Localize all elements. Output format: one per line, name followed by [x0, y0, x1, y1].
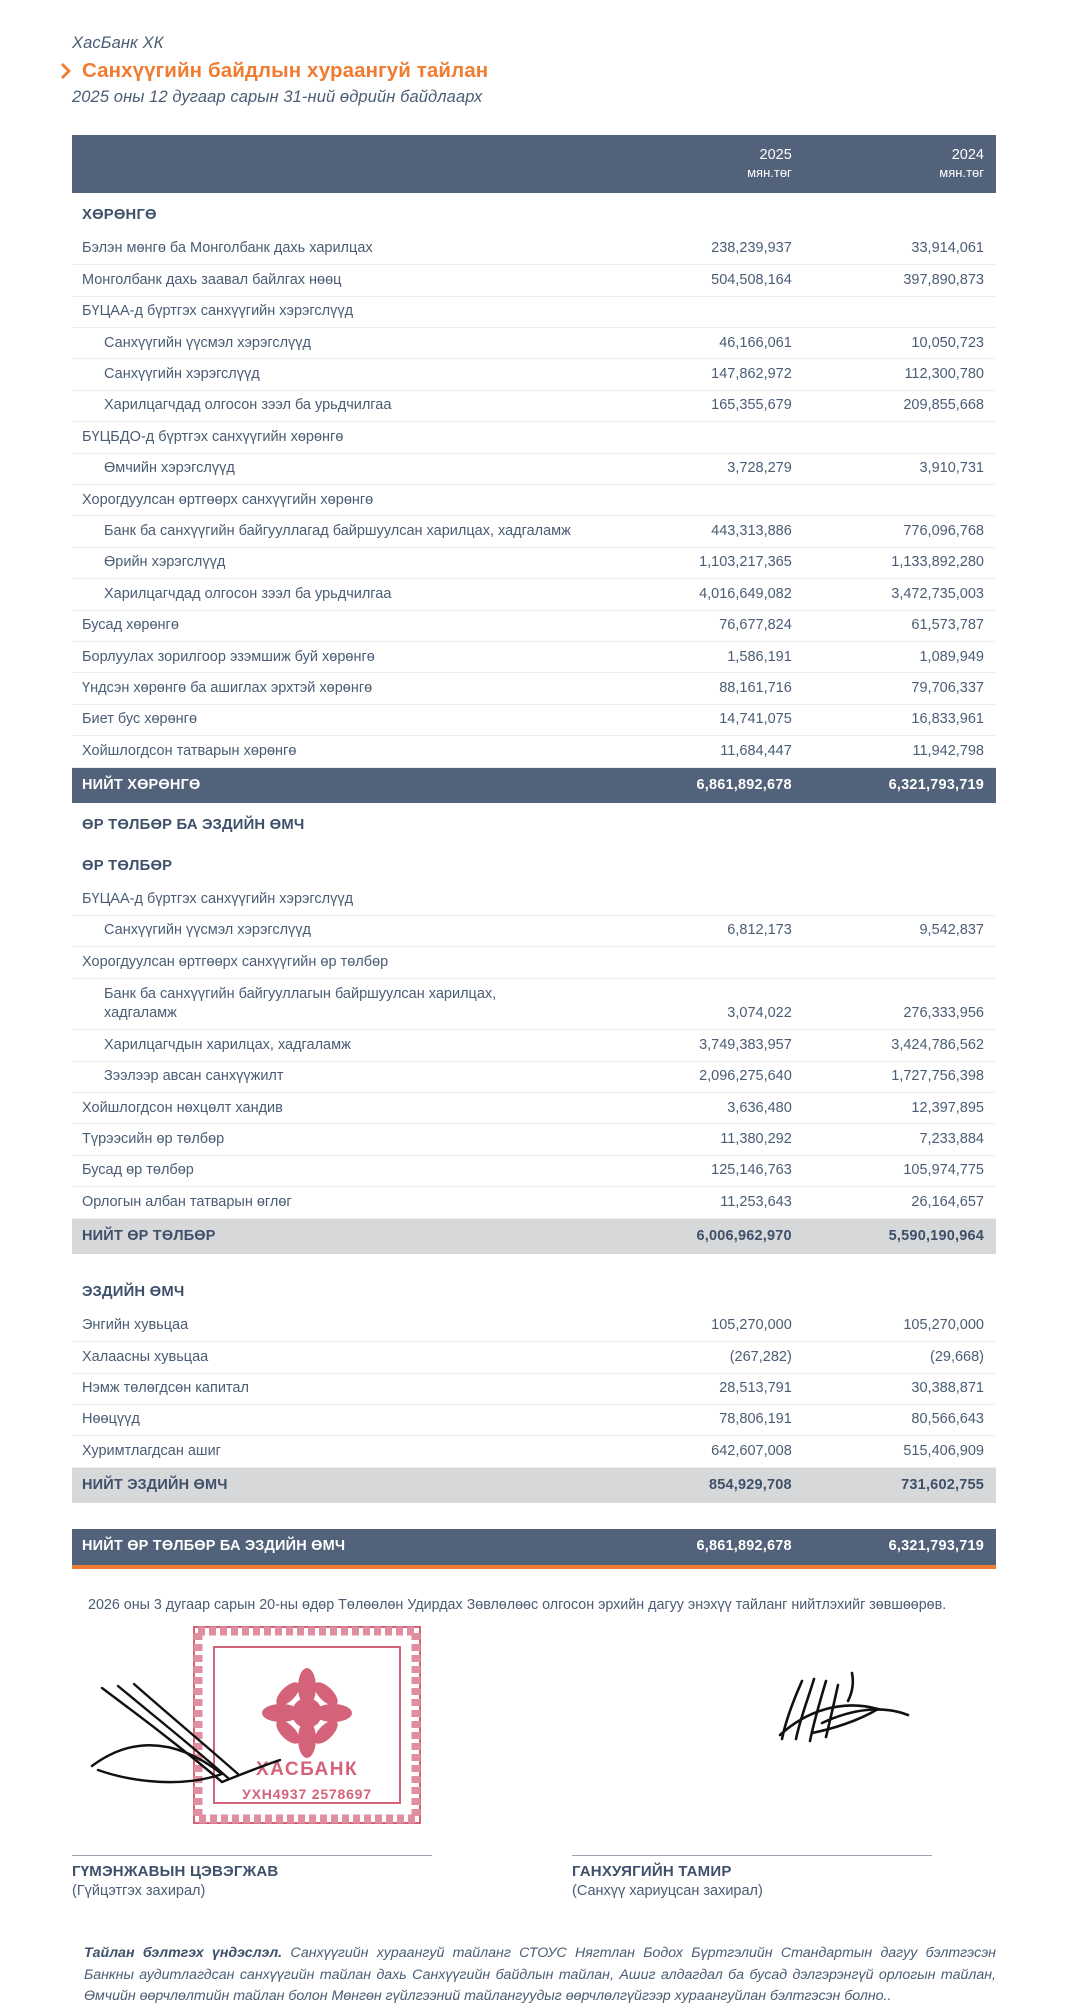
table-body — [72, 193, 996, 1564]
section-header-row — [72, 193, 996, 234]
signature-rule — [572, 1855, 932, 1856]
value-2025: 78,806,191 — [612, 1404, 804, 1435]
row-label: Үндсэн хөрөнгө ба ашиглах эрхтэй хөрөнгө — [72, 673, 612, 704]
value-2025: 76,677,824 — [612, 610, 804, 641]
value-2025: 11,253,643 — [612, 1187, 804, 1218]
page-title: Санхүүгийн байдлын хураангуй тайлан — [82, 59, 489, 82]
column-header-year-2024 — [804, 135, 996, 193]
basis-body: Санхүүгийн хураангуй тайланг СТОУС Нягтлан Бодох Бүртгэлийн Стандартын дагуу бэлтгэсэн Банкны аудитлагдсан санхүүгийн тайлан дахь Санхүүгийн байдлын тайлан, Ашиг алдагдал ба бусад дэлгэрэнгүй орлогын тайлан, Өмчийн өөрчлөлтийн тайлан болон Мөнгөн гүйлгээний тайлангуудыг өөрчлөлгүйгээр хураангуйлан бэлтгэсэн болно.. — [84, 1945, 996, 2004]
row-label: Банк ба санхүүгийн байгууллагад байршуулсан харилцах, хадгаламж — [72, 516, 612, 547]
row-label: Санхүүгийн үүсмэл хэрэгслүүд — [72, 915, 612, 946]
row-label: БҮЦАА-д бүртгэх санхүүгийн хэрэгслүүд — [72, 296, 612, 327]
value-2024: 1,727,756,398 — [804, 1061, 996, 1092]
row-label: БҮЦАА-д бүртгэх санхүүгийн хэрэгслүүд — [72, 884, 612, 915]
value-2025: 125,146,763 — [612, 1155, 804, 1186]
value-2025: 165,355,679 — [612, 390, 804, 421]
value-2024 — [804, 193, 996, 234]
value-2024: 515,406,909 — [804, 1436, 996, 1467]
value-2024 — [804, 803, 996, 844]
row-label: Зээлээр авсан санхүүжилт — [72, 1061, 612, 1092]
value-2024: 30,388,871 — [804, 1373, 996, 1404]
authorization-note: 2026 оны 3 дугаар сарын 20-ны өдөр Төлөөлөн Удирдах Зөвлөлөөс олгосон эрхийн дагуу энэхүү тайланг нийтлэхийг зөвшөөрөв. — [88, 1596, 947, 1613]
row-label: Харилцагчдын харилцах, хадгаламж — [72, 1030, 612, 1061]
table-row-indented — [72, 1061, 996, 1092]
row-label: НИЙТ ХӨРӨНГӨ — [72, 767, 612, 803]
spacer-cell — [72, 1503, 996, 1529]
row-label-line2: хадгаламж — [104, 1004, 177, 1021]
total-row — [72, 1529, 996, 1564]
table-row — [72, 736, 996, 767]
row-label: Хорогдуулсан өртгөөрх санхүүгийн хөрөнгө — [72, 485, 612, 516]
year-2025-unit: мян.төг — [747, 164, 792, 180]
value-2025 — [612, 803, 804, 844]
row-label: Харилцагчдад олгосон зээл ба урьдчилгаа — [72, 579, 612, 610]
value-2025: 3,074,022 — [612, 978, 804, 1030]
row-label: ХӨРӨНГӨ — [82, 207, 157, 224]
table-row-indented — [72, 547, 996, 578]
row-label — [72, 978, 612, 1030]
signatory-role: (Санхүү хариуцсан захирал) — [572, 1883, 763, 1900]
table-header-row — [72, 135, 996, 193]
table-head — [72, 135, 996, 193]
value-2024 — [804, 884, 996, 915]
year-2024-unit: мян.төг — [939, 164, 984, 180]
row-label: Халаасны хувьцаа — [72, 1342, 612, 1373]
value-2025: 6,006,962,970 — [612, 1218, 804, 1254]
table-row — [72, 265, 996, 296]
value-2025: 11,684,447 — [612, 736, 804, 767]
value-2025 — [612, 485, 804, 516]
value-2025: 28,513,791 — [612, 1373, 804, 1404]
value-2025 — [612, 947, 804, 978]
value-2025 — [612, 422, 804, 453]
value-2024: 3,472,735,003 — [804, 579, 996, 610]
signature-rule — [72, 1855, 432, 1856]
table-row — [72, 1404, 996, 1435]
value-2024: 776,096,768 — [804, 516, 996, 547]
value-2025 — [612, 844, 804, 885]
total-row — [72, 1218, 996, 1254]
value-2024: 1,089,949 — [804, 642, 996, 673]
total-row — [72, 767, 996, 803]
value-2025: 238,239,937 — [612, 234, 804, 265]
table-row — [72, 234, 996, 265]
value-2025: 854,929,708 — [612, 1467, 804, 1503]
table-row-indented — [72, 915, 996, 946]
table-row-indented — [72, 978, 996, 1030]
row-label: Монголбанк дахь заавал байлгах нөөц — [72, 265, 612, 296]
company-name: ХасБанк ХК — [72, 34, 164, 52]
value-2025: 3,728,279 — [612, 453, 804, 484]
value-2024: 6,321,793,719 — [804, 767, 996, 803]
section-header-row — [72, 803, 996, 844]
row-label: Хуримтлагдсан ашиг — [72, 1436, 612, 1467]
table-row — [72, 1373, 996, 1404]
table-row — [72, 642, 996, 673]
value-2024 — [804, 947, 996, 978]
value-2025: 1,586,191 — [612, 642, 804, 673]
value-2024: 3,424,786,562 — [804, 1030, 996, 1061]
row-label-line1: Банк ба санхүүгийн байгууллагын байршуулсан харилцах, — [104, 986, 497, 1003]
value-2025: 2,096,275,640 — [612, 1061, 804, 1092]
value-2025: 504,508,164 — [612, 265, 804, 296]
value-2024 — [804, 1270, 996, 1311]
row-label: Өрийн хэрэгслүүд — [72, 547, 612, 578]
page-subtitle: 2025 оны 12 дугаар сарын 31-ний өдрийн байдлаарх — [72, 88, 483, 106]
value-2025 — [612, 1270, 804, 1311]
value-2024: 1,133,892,280 — [804, 547, 996, 578]
stamp-brand: ХАСБАНК — [255, 1759, 359, 1781]
grand-total-underline — [72, 1565, 996, 1569]
value-2025: 105,270,000 — [612, 1311, 804, 1342]
value-2024: 16,833,961 — [804, 704, 996, 735]
value-2025: (267,282) — [612, 1342, 804, 1373]
value-2024: 112,300,780 — [804, 359, 996, 390]
value-2024: 33,914,061 — [804, 234, 996, 265]
value-2024: 26,164,657 — [804, 1187, 996, 1218]
stamp-registry: УХН4937 2578697 — [242, 1786, 372, 1803]
value-2024: 80,566,643 — [804, 1404, 996, 1435]
table-row-indented — [72, 359, 996, 390]
value-2024: (29,668) — [804, 1342, 996, 1373]
table-row — [72, 1436, 996, 1467]
row-label: Нөөцүүд — [72, 1404, 612, 1435]
value-2025 — [612, 884, 804, 915]
signatory-role: (Гүйцэтгэх захирал) — [72, 1883, 206, 1900]
value-2024 — [804, 422, 996, 453]
value-2024: 10,050,723 — [804, 328, 996, 359]
value-2025: 4,016,649,082 — [612, 579, 804, 610]
signatory-name: ГАНХУЯГИЙН ТАМИР — [572, 1863, 732, 1881]
value-2024: 12,397,895 — [804, 1093, 996, 1124]
table-spacer-row — [72, 1254, 996, 1270]
row-label: Бусад хөрөнгө — [72, 610, 612, 641]
signature-area — [72, 1615, 996, 1855]
table-row-indented — [72, 1030, 996, 1061]
row-label: Өмчийн хэрэгслүүд — [72, 453, 612, 484]
value-2024 — [804, 296, 996, 327]
financial-table-wrap — [72, 135, 996, 1565]
value-2025: 3,636,480 — [612, 1093, 804, 1124]
value-2024: 209,855,668 — [804, 390, 996, 421]
value-2025 — [612, 193, 804, 234]
row-label: Санхүүгийн хэрэгслүүд — [72, 359, 612, 390]
row-label: Биет бус хөрөнгө — [72, 704, 612, 735]
row-label: Бусад өр төлбөр — [72, 1155, 612, 1186]
value-2025: 147,862,972 — [612, 359, 804, 390]
table-row-indented — [72, 516, 996, 547]
signature-block-cfo — [572, 1855, 932, 1899]
signature-ink-left — [72, 1670, 422, 1803]
financial-position-table — [72, 135, 996, 1565]
signature-lines — [72, 1855, 996, 1899]
basis-heading: Тайлан бэлтгэх үндэслэл. — [84, 1945, 283, 1962]
value-2024: 61,573,787 — [804, 610, 996, 641]
value-2024: 105,270,000 — [804, 1311, 996, 1342]
value-2025: 11,380,292 — [612, 1124, 804, 1155]
group-row — [72, 947, 996, 978]
value-2025: 642,607,008 — [612, 1436, 804, 1467]
row-label: НИЙТ ЭЗДИЙН ӨМЧ — [72, 1467, 612, 1503]
table-row-indented — [72, 390, 996, 421]
value-2024: 5,590,190,964 — [804, 1218, 996, 1254]
value-2024: 9,542,837 — [804, 915, 996, 946]
value-2025: 46,166,061 — [612, 328, 804, 359]
group-row — [72, 296, 996, 327]
value-2025: 14,741,075 — [612, 704, 804, 735]
signature-block-ceo — [72, 1855, 432, 1899]
total-row — [72, 1467, 996, 1503]
row-label: Хорогдуулсан өртгөөрх санхүүгийн өр төлбөр — [72, 947, 612, 978]
signature-ink-right — [702, 1665, 952, 1775]
value-2024: 276,333,956 — [804, 978, 996, 1030]
table-row — [72, 673, 996, 704]
value-2024: 11,942,798 — [804, 736, 996, 767]
value-2024: 7,233,884 — [804, 1124, 996, 1155]
spacer-cell — [72, 1254, 996, 1270]
value-2024: 105,974,775 — [804, 1155, 996, 1186]
value-2024: 6,321,793,719 — [804, 1529, 996, 1564]
value-2025: 3,749,383,957 — [612, 1030, 804, 1061]
value-2025: 88,161,716 — [612, 673, 804, 704]
group-row — [72, 422, 996, 453]
table-spacer-row — [72, 1503, 996, 1529]
chevron-right-icon — [60, 62, 74, 80]
value-2025: 6,812,173 — [612, 915, 804, 946]
row-label: ЭЗДИЙН ӨМЧ — [82, 1284, 185, 1301]
title-row — [60, 59, 1068, 83]
row-label: БҮЦБДО-д бүртгэх санхүүгийн хөрөнгө — [72, 422, 612, 453]
year-2024-label: 2024 — [951, 147, 984, 163]
row-label: Түрээсийн өр төлбөр — [72, 1124, 612, 1155]
table-row — [72, 1093, 996, 1124]
section-header-row — [72, 1270, 996, 1311]
row-label: Харилцагчдад олгосон зээл ба урьдчилгаа — [72, 390, 612, 421]
year-2025-label: 2025 — [759, 147, 792, 163]
value-2024 — [804, 844, 996, 885]
table-row — [72, 704, 996, 735]
row-label: Хойшлогдсон татварын хөрөнгө — [72, 736, 612, 767]
row-label: ӨР ТӨЛБӨР — [82, 857, 173, 874]
document-header — [0, 0, 1068, 107]
section-header-row — [72, 844, 996, 885]
value-2025: 6,861,892,678 — [612, 1529, 804, 1564]
row-label: Санхүүгийн үүсмэл хэрэгслүүд — [72, 328, 612, 359]
column-header-year-2025 — [612, 135, 804, 193]
table-row — [72, 1187, 996, 1218]
row-label: НИЙТ ӨР ТӨЛБӨР БА ЭЗДИЙН ӨМЧ — [72, 1529, 612, 1564]
value-2024: 731,602,755 — [804, 1467, 996, 1503]
value-2024: 79,706,337 — [804, 673, 996, 704]
table-row-indented — [72, 453, 996, 484]
value-2025 — [612, 296, 804, 327]
row-label: Энгийн хувьцаа — [72, 1311, 612, 1342]
table-row — [72, 1124, 996, 1155]
row-label: Бэлэн мөнгө ба Монголбанк дахь харилцах — [72, 234, 612, 265]
row-label: НИЙТ ӨР ТӨЛБӨР — [72, 1218, 612, 1254]
row-label: Хойшлогдсон нөхцөлт хандив — [72, 1093, 612, 1124]
table-row-indented — [72, 328, 996, 359]
signatory-name: ГҮМЭНЖАВЫН ЦЭВЭГЖАВ — [72, 1863, 279, 1881]
table-row — [72, 610, 996, 641]
table-row-indented — [72, 579, 996, 610]
value-2024: 397,890,873 — [804, 265, 996, 296]
table-row — [72, 1311, 996, 1342]
value-2025: 1,103,217,365 — [612, 547, 804, 578]
group-row — [72, 485, 996, 516]
value-2025: 6,861,892,678 — [612, 767, 804, 803]
row-label: Нэмж төлөгдсөн капитал — [72, 1373, 612, 1404]
preparation-basis-note — [84, 1943, 996, 2007]
row-label: Орлогын албан татварын өглөг — [72, 1187, 612, 1218]
column-header-label — [72, 135, 612, 193]
row-label: Борлуулах зорилгоор эзэмшиж буй хөрөнгө — [72, 642, 612, 673]
value-2024: 3,910,731 — [804, 453, 996, 484]
table-row — [72, 1155, 996, 1186]
row-label: ӨР ТӨЛБӨР БА ЭЗДИЙН ӨМЧ — [82, 816, 305, 833]
table-row — [72, 1342, 996, 1373]
value-2024 — [804, 485, 996, 516]
group-row — [72, 884, 996, 915]
value-2025: 443,313,886 — [612, 516, 804, 547]
